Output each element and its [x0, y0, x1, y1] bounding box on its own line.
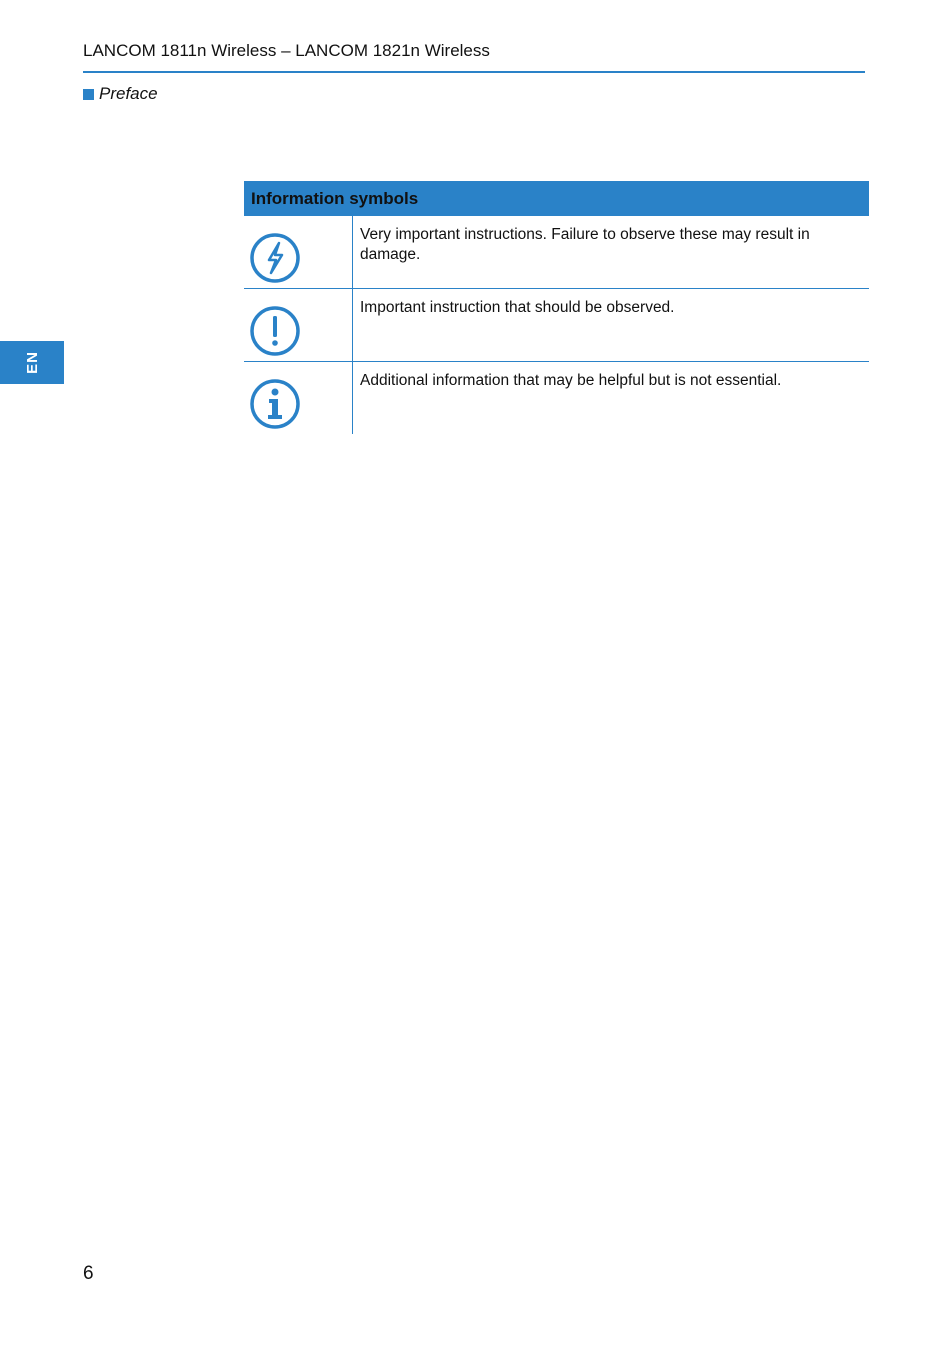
language-label: EN: [23, 351, 41, 374]
information-symbols-table: [244, 181, 869, 434]
lightning-warning-icon: [249, 232, 301, 284]
table-row: [244, 216, 869, 289]
row-description: Additional information that may be helpful but is not essential.: [360, 372, 782, 389]
section-label: [83, 83, 158, 105]
page-number: 6: [83, 1263, 94, 1284]
section-marker-square: [83, 89, 94, 100]
section-title: Preface: [99, 84, 158, 103]
icon-cell: [244, 362, 353, 434]
row-description: Very important instructions. Failure to observe these may result in damage.: [360, 226, 810, 263]
header-divider: [83, 71, 865, 73]
exclamation-icon: [249, 305, 301, 357]
row-description: Important instruction that should be observed.: [360, 299, 675, 316]
info-icon: [249, 378, 301, 430]
table-row: [244, 289, 869, 362]
icon-cell: [244, 216, 353, 288]
language-tab: [0, 341, 64, 384]
document-title: LANCOM 1811n Wireless – LANCOM 1821n Wireless: [83, 41, 490, 60]
table-heading: Information symbols: [244, 181, 869, 216]
icon-cell: [244, 289, 353, 361]
table-row: [244, 362, 869, 434]
